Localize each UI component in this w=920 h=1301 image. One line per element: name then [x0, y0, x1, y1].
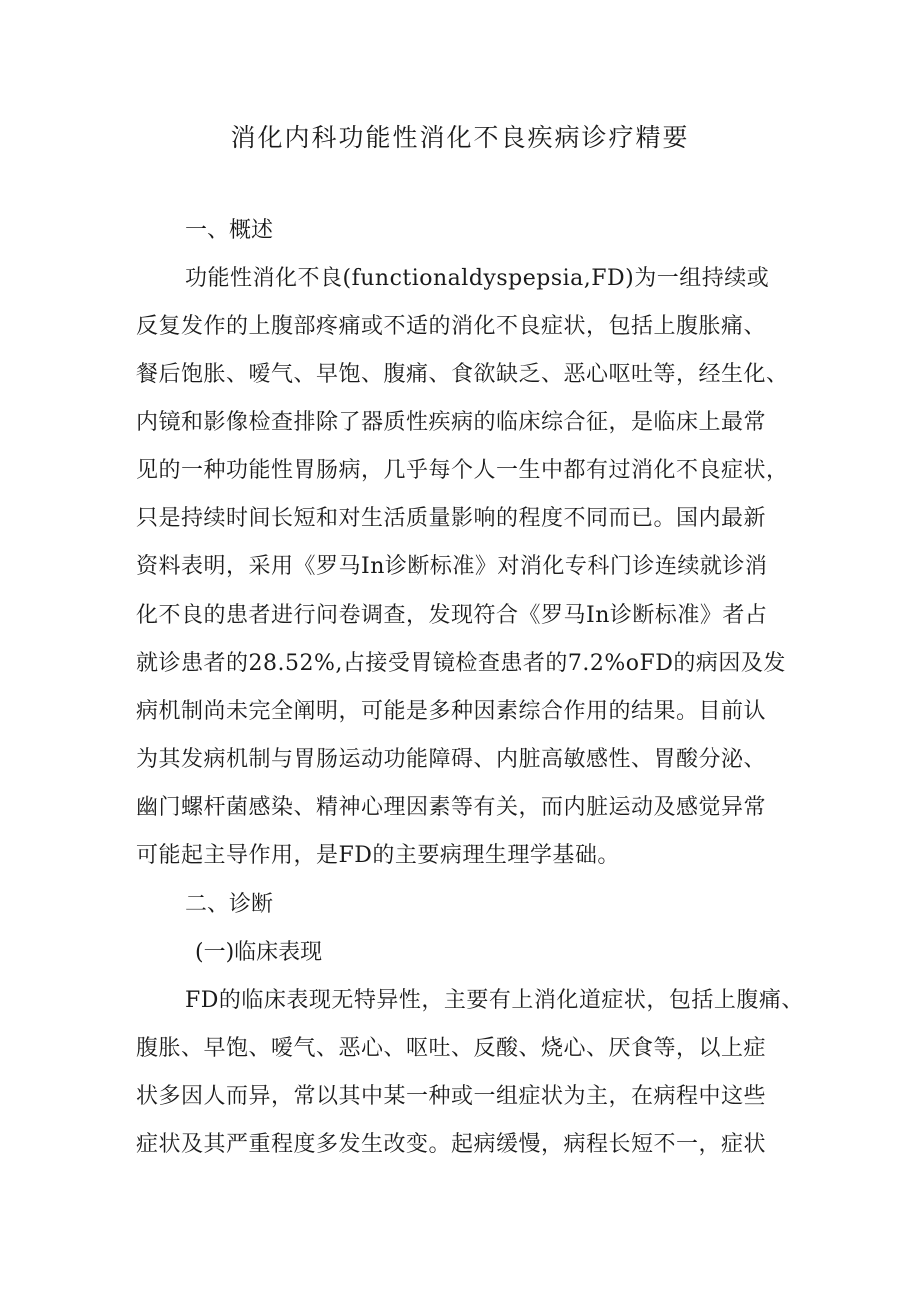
paragraph-line: 腹胀、早饱、嗳气、恶心、呕吐、反酸、烧心、厌食等，以上症 [136, 1036, 767, 1061]
paragraph-line: 可能起主导作用，是FD的主要病理生理学基础。 [136, 843, 620, 868]
paragraph-line: FD的临床表现无特异性，主要有上消化道症状，包括上腹痛、 [185, 988, 804, 1013]
document-title: 消化内科功能性消化不良疾病诊疗精要 [230, 123, 690, 152]
paragraph-line: 为其发病机制与胃肠运动功能障碍、内脏高敏感性、胃酸分泌、 [136, 747, 767, 772]
section-heading-overview: 一、概述 [185, 218, 274, 243]
paragraph-line: 只是持续时间长短和对生活质量影响的程度不同而已。国内最新 [136, 506, 767, 531]
paragraph-line: 症状及其严重程度多发生改变。起病缓慢，病程长短不一，症状 [136, 1132, 767, 1157]
paragraph-line: 资料表明，采用《罗马In诊断标准》对消化专科门诊连续就诊消 [136, 554, 768, 579]
paragraph-line: 反复发作的上腹部疼痛或不适的消化不良症状，包括上腹胀痛、 [136, 314, 767, 339]
paragraph-line: 见的一种功能性胃肠病，几乎每个人一生中都有过消化不良症状， [136, 458, 789, 483]
paragraph-line: 功能性消化不良(functionaldyspepsia,FD)为一组持续或 [185, 266, 770, 291]
subsection-heading-clinical: (一)临床表现 [195, 940, 323, 965]
paragraph-line: 餐后饱胀、嗳气、早饱、腹痛、食欲缺乏、恶心呕吐等，经生化、 [136, 362, 789, 387]
paragraph-line: 就诊患者的28.52%,占接受胃镜检查患者的7.2%oFD的病因及发 [136, 651, 786, 676]
paragraph-line: 内镜和影像检查排除了器质性疾病的临床综合征，是临床上最常 [136, 410, 767, 435]
paragraph-line: 病机制尚未完全阐明，可能是多种因素综合作用的结果。目前认 [136, 699, 767, 724]
paragraph-line: 状多因人而异，常以其中某一种或一组症状为主，在病程中这些 [136, 1084, 767, 1109]
paragraph-line: 幽门螺杆菌感染、精神心理因素等有关，而内脏运动及感觉异常 [136, 795, 767, 820]
paragraph-line: 化不良的患者进行问卷调查，发现符合《罗马In诊断标准》者占 [136, 603, 768, 628]
section-heading-diagnosis: 二、诊断 [185, 892, 274, 917]
